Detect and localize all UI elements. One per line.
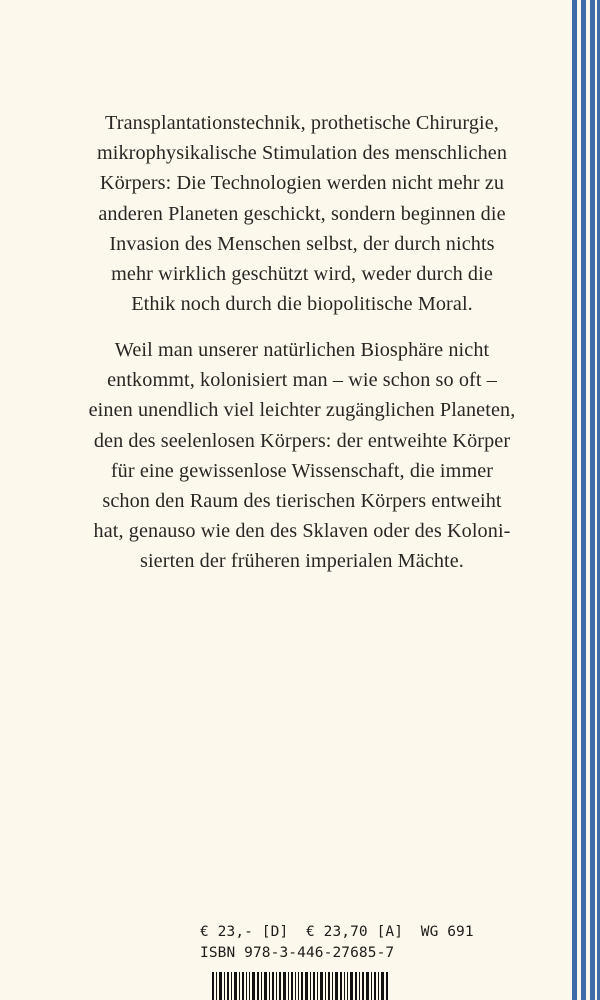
- blurb-line: Körpers: Die Technologien werden nicht mehr zu: [99, 172, 505, 195]
- blurb-line: mikrophysikalische Stimulation des menschlichen: [96, 142, 508, 165]
- blurb-paragraph-2: [44, 335, 560, 577]
- barcode: [212, 972, 388, 1000]
- isbn-line: ISBN 978-3-446-27685-7: [200, 945, 395, 961]
- blurb-line: hat, genauso wie den des Sklaven oder des Koloni-: [93, 520, 511, 543]
- blue-stripe: [572, 0, 577, 1000]
- blurb-line: schon den Raum des tierischen Körpers entweiht: [102, 490, 502, 513]
- price-line: € 23,- [D] € 23,70 [A] WG 691: [200, 924, 474, 940]
- blurb-line: einen unendlich viel leichter zugänglichen Planeten,: [88, 399, 516, 422]
- blue-stripe-border: [570, 0, 600, 1000]
- blurb-line: den des seelenlosen Körpers: der entweihte Körper: [93, 429, 511, 452]
- price-isbn-block: [200, 922, 474, 964]
- blurb-line: für eine gewissenlose Wissenschaft, die immer: [110, 459, 494, 482]
- blue-stripe: [581, 0, 586, 1000]
- blurb-line: sierten der früheren imperialen Mächte.: [140, 550, 464, 573]
- blurb-line: Transplantationstechnik, prothetische Chirurgie,: [105, 112, 499, 134]
- blurb-line: mehr wirklich geschützt wird, weder durch die: [111, 263, 493, 286]
- blue-stripe: [590, 0, 595, 1000]
- blurb-line: Weil man unserer natürlichen Biosphäre nicht: [114, 339, 490, 361]
- blurb-line: Invasion des Menschen selbst, der durch nichts: [109, 232, 495, 255]
- blurb-paragraph-1: [44, 108, 560, 319]
- blurb-line: entkommt, kolonisiert man – wie schon so oft –: [107, 369, 497, 392]
- blurb-line: anderen Planeten geschickt, sondern beginnen die: [98, 202, 506, 225]
- blurb-line: Ethik noch durch die biopolitische Moral.: [131, 293, 473, 316]
